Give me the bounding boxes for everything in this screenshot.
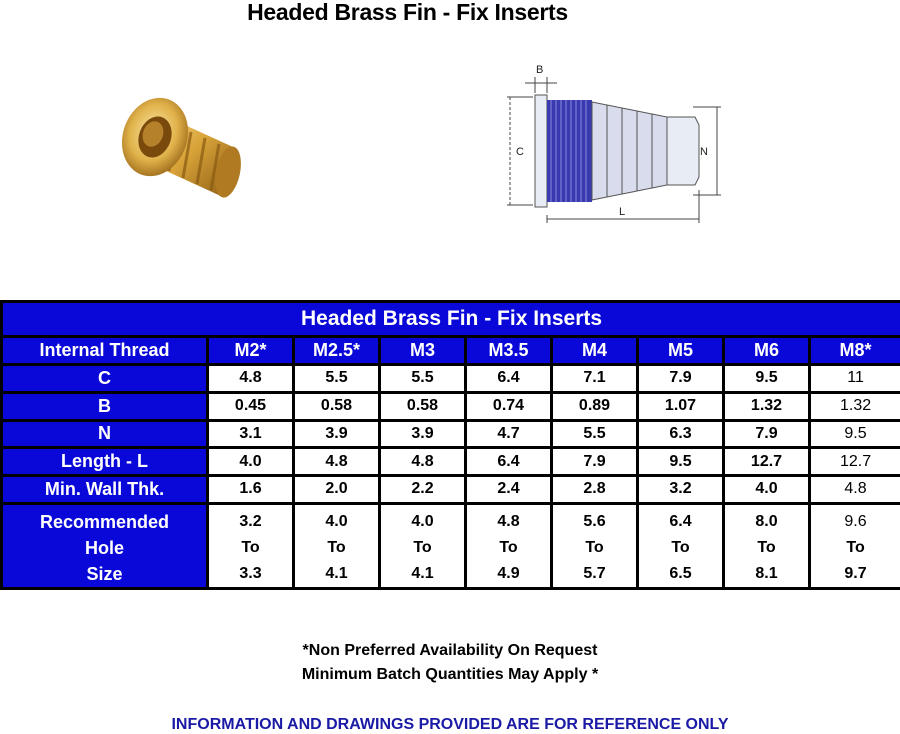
brass-insert-photo: [105, 85, 255, 220]
row-label-line: Recommended: [3, 509, 206, 535]
hole-max: 6.5: [639, 561, 722, 587]
table-cell: [810, 503, 900, 588]
table-cell: 6.3: [638, 420, 724, 448]
row-label-line: Hole: [3, 535, 206, 561]
table-cell: 3.2: [638, 475, 724, 503]
hole-to: To: [811, 535, 900, 561]
thread-size: M4: [552, 337, 638, 365]
table-cell: 0.58: [380, 392, 466, 420]
table-cell: 1.07: [638, 392, 724, 420]
hole-to: To: [209, 535, 292, 561]
batch-note: Minimum Batch Quantities May Apply *: [0, 666, 900, 684]
hole-min: 4.0: [295, 509, 378, 535]
table-cell: 1.6: [208, 475, 294, 503]
table-cell: 2.4: [466, 475, 552, 503]
table-cell: 0.89: [552, 392, 638, 420]
hole-max: 9.7: [811, 561, 900, 587]
table-cell: 4.7: [466, 420, 552, 448]
table-cell: 7.9: [552, 448, 638, 476]
thread-size: M2*: [208, 337, 294, 365]
hole-min: 3.2: [209, 509, 292, 535]
table-header-row: [2, 337, 900, 365]
table-cell: 6.4: [466, 448, 552, 476]
thread-size: M6: [724, 337, 810, 365]
dim-label-b: B: [536, 64, 543, 76]
hole-to: To: [295, 535, 378, 561]
row-label: [2, 503, 208, 588]
hole-min: 6.4: [639, 509, 722, 535]
table-cell: 4.0: [724, 475, 810, 503]
table-cell: 0.58: [294, 392, 380, 420]
hole-to: To: [553, 535, 636, 561]
row-label: C: [2, 365, 208, 393]
hole-max: 4.9: [467, 561, 550, 587]
table-cell: 4.8: [380, 448, 466, 476]
availability-note: *Non Preferred Availability On Request: [0, 642, 900, 660]
table-cell: 4.8: [208, 365, 294, 393]
table-cell: [638, 503, 724, 588]
table-cell: [724, 503, 810, 588]
row-label-line: Size: [3, 561, 206, 587]
table-cell: 3.9: [380, 420, 466, 448]
hole-min: 4.0: [381, 509, 464, 535]
table-cell: 1.32: [724, 392, 810, 420]
table-cell: 9.5: [724, 365, 810, 393]
thread-size: M5: [638, 337, 724, 365]
table-cell: 7.9: [724, 420, 810, 448]
thread-size: M3.5: [466, 337, 552, 365]
table-cell: 12.7: [724, 448, 810, 476]
table-cell: 9.5: [638, 448, 724, 476]
table-row-hole-size: [2, 503, 900, 588]
table-cell: 9.5: [810, 420, 900, 448]
table-cell: [208, 503, 294, 588]
table-cell: 6.4: [466, 365, 552, 393]
dim-label-c: C: [516, 146, 524, 158]
table-cell: 0.45: [208, 392, 294, 420]
hole-to: To: [725, 535, 808, 561]
hole-min: 8.0: [725, 509, 808, 535]
reference-disclaimer: INFORMATION AND DRAWINGS PROVIDED ARE FOR REFERENCE ONLY: [0, 716, 900, 734]
hole-min: 5.6: [553, 509, 636, 535]
page-title: Headed Brass Fin - Fix Inserts: [0, 0, 815, 24]
table-title: Headed Brass Fin - Fix Inserts: [2, 302, 900, 337]
hole-to: To: [467, 535, 550, 561]
table-row: [2, 365, 900, 393]
dim-label-n: N: [700, 146, 708, 158]
hole-max: 5.7: [553, 561, 636, 587]
thread-size: M3: [380, 337, 466, 365]
table-title-row: [2, 302, 900, 337]
hole-min: 9.6: [811, 509, 900, 535]
hole-min: 4.8: [467, 509, 550, 535]
table-cell: 4.8: [810, 475, 900, 503]
row-label: B: [2, 392, 208, 420]
table-row: [2, 448, 900, 476]
table-cell: 2.8: [552, 475, 638, 503]
table-cell: [466, 503, 552, 588]
dimension-drawing: [495, 55, 735, 255]
table-cell: 4.0: [208, 448, 294, 476]
table-cell: [294, 503, 380, 588]
hole-to: To: [639, 535, 722, 561]
table-cell: 4.8: [294, 448, 380, 476]
table-cell: 1.32: [810, 392, 900, 420]
table-cell: 7.1: [552, 365, 638, 393]
table-cell: 2.2: [380, 475, 466, 503]
table-cell: 5.5: [294, 365, 380, 393]
table-cell: 0.74: [466, 392, 552, 420]
table-row: [2, 420, 900, 448]
table-cell: [552, 503, 638, 588]
table-cell: [380, 503, 466, 588]
table-cell: 5.5: [380, 365, 466, 393]
table-cell: 7.9: [638, 365, 724, 393]
table-row: [2, 392, 900, 420]
table-cell: 5.5: [552, 420, 638, 448]
dim-label-l: L: [619, 206, 625, 218]
thread-size: M2.5*: [294, 337, 380, 365]
table-cell: 12.7: [810, 448, 900, 476]
thread-size: M8*: [810, 337, 900, 365]
spec-table: [0, 300, 900, 590]
header-label: Internal Thread: [2, 337, 208, 365]
hole-max: 8.1: [725, 561, 808, 587]
table-cell: 2.0: [294, 475, 380, 503]
row-label: Length - L: [2, 448, 208, 476]
table-cell: 11: [810, 365, 900, 393]
table-cell: 3.1: [208, 420, 294, 448]
table-row: [2, 475, 900, 503]
row-label: Min. Wall Thk.: [2, 475, 208, 503]
table-cell: 3.9: [294, 420, 380, 448]
hole-max: 4.1: [381, 561, 464, 587]
hole-max: 4.1: [295, 561, 378, 587]
row-label: N: [2, 420, 208, 448]
hole-max: 3.3: [209, 561, 292, 587]
hole-to: To: [381, 535, 464, 561]
